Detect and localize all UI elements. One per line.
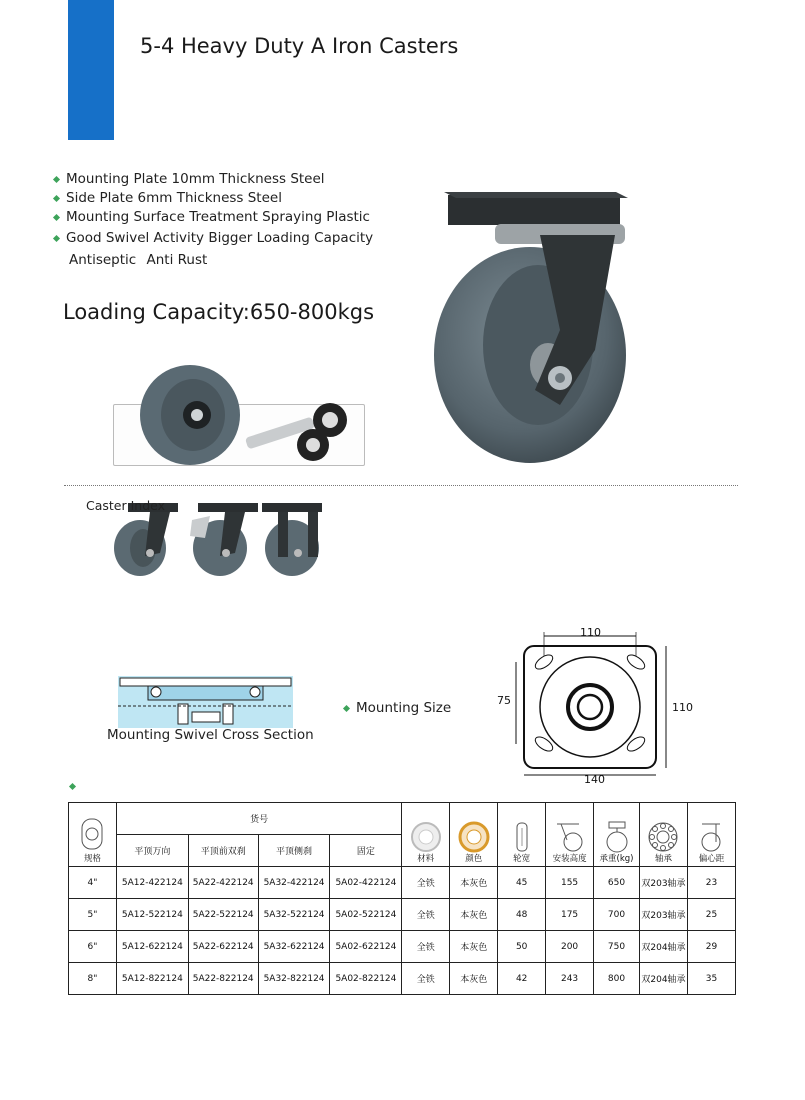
loading-capacity: Loading Capacity:650-800kgs	[63, 300, 375, 324]
feature-item: Mounting Plate 10mm Thickness Steel	[54, 170, 373, 189]
cross-section-label: Mounting Swivel Cross Section	[107, 727, 314, 743]
col-material-header: 材料	[402, 803, 450, 867]
model-col-header: 平顶前双刹	[188, 835, 258, 867]
col-bearing-header: 轴承	[640, 803, 688, 867]
model-col-header: 平顶万向	[116, 835, 188, 867]
dim-bottom-width: 140	[584, 773, 605, 786]
mount-height-icon	[553, 820, 587, 854]
section-divider	[64, 485, 738, 486]
mounting-size-label: Mounting Size	[344, 700, 451, 716]
model-group-header: 货号	[116, 803, 401, 835]
bullet-icon	[53, 234, 60, 241]
col-height-header: 安装高度	[546, 803, 594, 867]
offset-icon	[694, 820, 728, 854]
wheel-front-icon	[79, 817, 105, 857]
feature-item: Side Plate 6mm Thickness Steel	[54, 189, 373, 208]
wheel-width-icon	[512, 820, 532, 854]
dim-right-height: 110	[672, 701, 693, 714]
page-title: 5-4 Heavy Duty A Iron Casters	[140, 34, 459, 58]
bullet-icon	[53, 213, 60, 220]
table-row: 5" 5A12-522124 5A22-522124 5A32-522124 5A02-522124 全铁 本灰色 48 175 700 双203轴承 25	[69, 899, 736, 931]
col-width-header: 轮宽	[498, 803, 546, 867]
bullet-icon	[53, 175, 60, 182]
feature-extra: Antiseptic Anti Rust	[69, 252, 208, 268]
feature-item: Mounting Surface Treatment Spraying Plastic	[54, 208, 373, 227]
wheel-parts-image	[135, 355, 360, 465]
model-col-header: 固定	[330, 835, 402, 867]
material-icon	[409, 820, 443, 854]
bullet-icon	[53, 194, 60, 201]
main-caster-image	[420, 180, 630, 465]
load-icon	[600, 820, 634, 854]
col-load-header: 承重(kg)	[594, 803, 640, 867]
col-offset-header: 偏心距	[687, 803, 735, 867]
model-col-header: 平顶侧刹	[258, 835, 330, 867]
table-row: 4" 5A12-422124 5A22-422124 5A32-422124 5A02-422124 全铁 本灰色 45 155 650 双203轴承 23	[69, 867, 736, 899]
cross-section-diagram	[118, 676, 293, 728]
bullet-icon	[69, 783, 76, 790]
bullet-icon	[343, 704, 350, 711]
table-row: 8" 5A12-822124 5A22-822124 5A32-822124 5A02-822124 全铁 本灰色 42 243 800 双204轴承 35	[69, 963, 736, 995]
feature-item: Good Swivel Activity Bigger Loading Capacity	[54, 229, 373, 248]
feature-list	[54, 170, 373, 248]
dim-left-height: 75	[497, 694, 511, 707]
col-spec-header: 规格	[69, 803, 117, 867]
color-icon	[457, 820, 491, 854]
col-color-header: 颜色	[450, 803, 498, 867]
spec-table	[68, 802, 736, 995]
dim-top-width: 110	[580, 626, 601, 639]
caster-index-label: Caster Index	[86, 498, 166, 513]
table-row: 6" 5A12-622124 5A22-622124 5A32-622124 5A02-622124 全铁 本灰色 50 200 750 双204轴承 29	[69, 931, 736, 963]
header-accent-bar	[68, 0, 114, 140]
bearing-icon	[646, 820, 680, 854]
